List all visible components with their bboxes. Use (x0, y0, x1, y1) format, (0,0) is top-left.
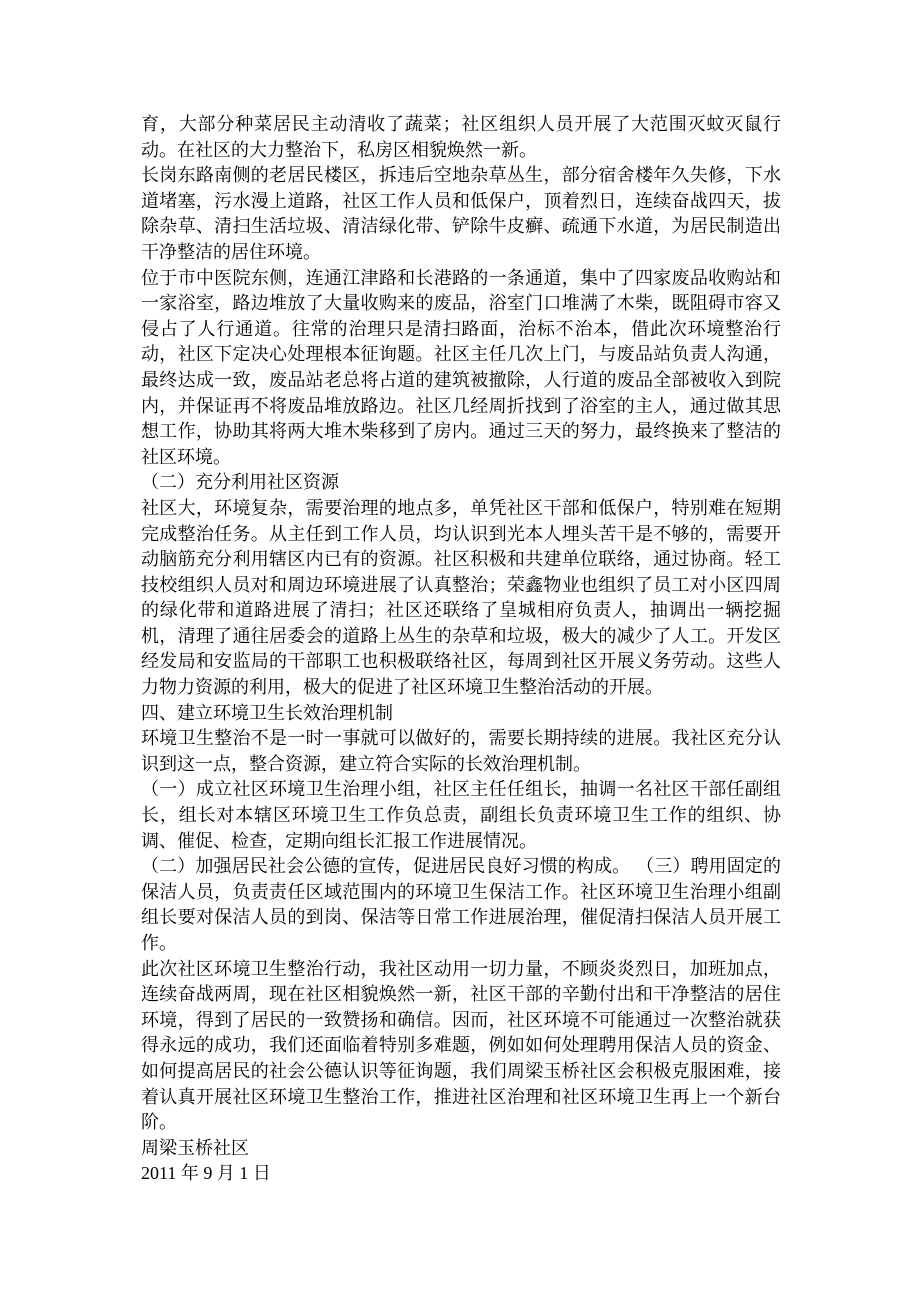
paragraph: 长岗东路南侧的老居民楼区，拆违后空地杂草丛生，部分宿舍楼年久失修，下水道堵塞，污水漫上道路，社区工作人员和低保户，顶着烈日，连续奋战四天，拔除杂草、清扫生活垃圾、清洁绿化带、铲除牛皮癣、疏通下水道，为居民制造出干净整洁的居住环境。 (141, 165, 781, 263)
section-heading: （二）充分利用社区资源 (141, 472, 339, 494)
date: 2011 年 9 月 1 日 (141, 1163, 271, 1184)
paragraph: 此次社区环境卫生整治行动，我社区动用一切力量，不顾炎炎烈日，加班加点，连续奋战两周，现在社区相貌焕然一新，社区干部的辛勤付出和干净整洁的居住环境，得到了居民的一致赞扬和确信。因而，社区环境不可能通过一次整治就获得永远的成功，我们还面临着特别多难题，例如如何处理聘用保洁人员的资金、如何提高居民的社会公德认识等征询题，我们周梁玉桥社区会积极克服困难，接着认真开展社区环境卫生整治工作，推进社区治理和社区环境卫生再上一个新台阶。 (141, 958, 781, 1134)
document-body (141, 112, 781, 1187)
section-heading: 四、建立环境卫生长效治理机制 (141, 702, 393, 724)
paragraph: （一）成立社区环境卫生治理小组，社区主任任组长，抽调一名社区干部任副组长，组长对本辖区环境卫生工作负总责，副组长负责环境卫生工作的组织、协调、催促、检查，定期向组长汇报工作进展情况。 (141, 779, 781, 852)
signature: 周梁玉桥社区 (141, 1137, 249, 1159)
paragraph: 位于市中医院东侧，连通江津路和长港路的一条通道，集中了四家废品收购站和一家浴室，路边堆放了大量收购来的废品，浴室门口堆满了木柴，既阻碍市容又侵占了人行通道。往常的治理只是清扫路面，治标不治本，借此次环境整治行动，社区下定决心处理根本征询题。社区主任几次上门，与废品站负责人沟通，最终达成一致，废品站老总将占道的建筑被撤除，人行道的废品全部被收入到院内，并保证再不将废品堆放路边。社区几经周折找到了浴室的主人，通过做其思想工作，协助其将两大堆木柴移到了房内。通过三天的努力，最终换来了整洁的社区环境。 (141, 267, 781, 468)
paragraph: 环境卫生整治不是一时一事就可以做好的，需要长期持续的进展。我社区充分认识到这一点，整合资源，建立符合实际的长效治理机制。 (141, 728, 781, 775)
paragraph: （二）加强居民社会公德的宣传，促进居民良好习惯的构成。 （三）聘用固定的保洁人员，负责责任区域范围内的环境卫生保洁工作。社区环境卫生治理小组副组长要对保洁人员的到岗、保洁等日常工作进展治理，催促清扫保洁人员开展工作。 (141, 856, 781, 954)
paragraph: 育，大部分种菜居民主动清收了蔬菜；社区组织人员开展了大范围灭蚊灭鼠行动。在社区的大力整治下，私房区相貌焕然一新。 (141, 114, 781, 161)
paragraph: 社区大，环境复杂，需要治理的地点多，单凭社区干部和低保户，特别难在短期完成整治任务。从主任到工作人员，均认识到光本人埋头苦干是不够的，需要开动脑筋充分利用辖区内已有的资源。社区积极和共建单位联络，通过协商。轻工技校组织人员对和周边环境进展了认真整治；荣鑫物业也组织了员工对小区四周的绿化带和道路进展了清扫；社区还联络了皇城相府负责人，抽调出一辆挖掘机，清理了通往居委会的道路上丛生的杂草和垃圾，极大的减少了人工。开发区经发局和安监局的干部职工也积极联络社区，每周到社区开展义务劳动。这些人力物力资源的利用，极大的促进了社区环境卫生整治活动的开展。 (141, 497, 781, 699)
